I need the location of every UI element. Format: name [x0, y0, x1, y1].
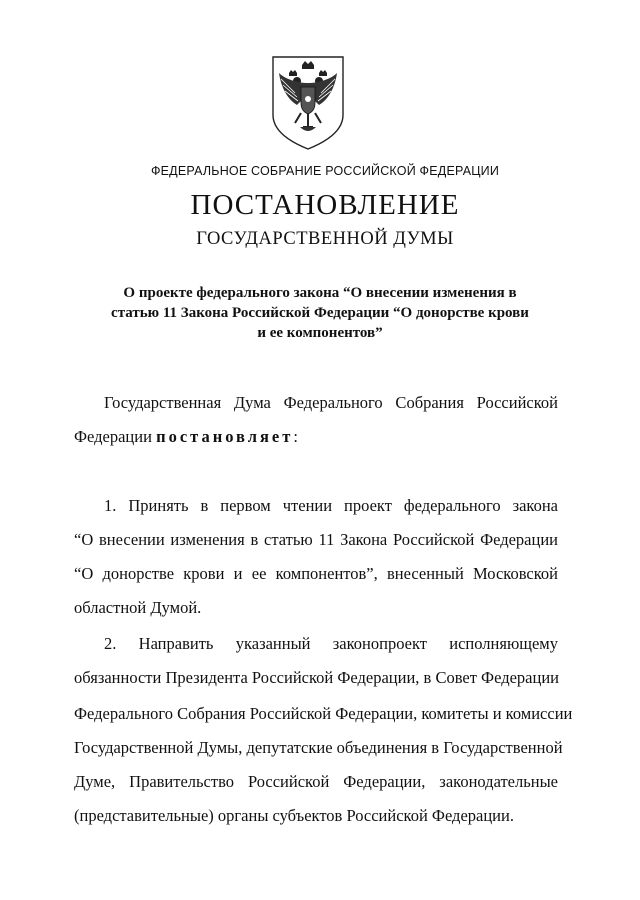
item-2-line: Федерального Собрания Российской Федерации, комитеты и комиссии — [74, 704, 573, 723]
subject-line: статью 11 Закона Российской Федерации “О донорстве крови — [111, 305, 529, 321]
preamble-line — [74, 427, 558, 447]
preamble-colon: : — [293, 427, 298, 446]
preamble-emphasis: постановляет — [156, 427, 294, 446]
item-2-line: обязанности Президента Российской Федерации, в Совет Федерации — [74, 668, 559, 687]
item-2-line: Думе, Правительство Российской Федерации, законодательные — [74, 772, 558, 791]
item-1-line: областной Думой. — [74, 598, 202, 617]
organization-name: ФЕДЕРАЛЬНОЕ СОБРАНИЕ РОССИЙСКОЙ ФЕДЕРАЦИИ — [150, 164, 500, 178]
resolution-subject — [80, 283, 560, 343]
preamble-text: Федерации — [74, 427, 157, 446]
item-1-line: “О внесении изменения в статью 11 Закона Российской Федерации — [74, 530, 558, 549]
preamble-line: Государственная Дума Федерального Собрания Российской — [104, 393, 558, 412]
document-type-title: ПОСТАНОВЛЕНИЕ — [190, 189, 460, 221]
item-2-line: Государственной Думы, депутатские объединения в Государственной — [74, 738, 563, 757]
item-2-line: (представительные) органы субъектов Российской Федерации. — [74, 806, 514, 825]
document-subtitle: ГОСУДАРСТВЕННОЙ ДУМЫ — [196, 229, 454, 249]
subject-line: О проекте федерального закона “О внесении изменения в — [123, 285, 517, 301]
russian-coat-of-arms-icon — [267, 53, 349, 153]
item-1-line: “О донорстве крови и ее компонентов”, внесенный Московской — [74, 564, 558, 583]
subject-line: и ее компонентов” — [257, 325, 383, 341]
item-1-line: 1. Принять в первом чтении проект федерального закона — [104, 496, 558, 515]
item-2-line: 2. Направить указанный законопроект исполняющему — [104, 634, 558, 653]
